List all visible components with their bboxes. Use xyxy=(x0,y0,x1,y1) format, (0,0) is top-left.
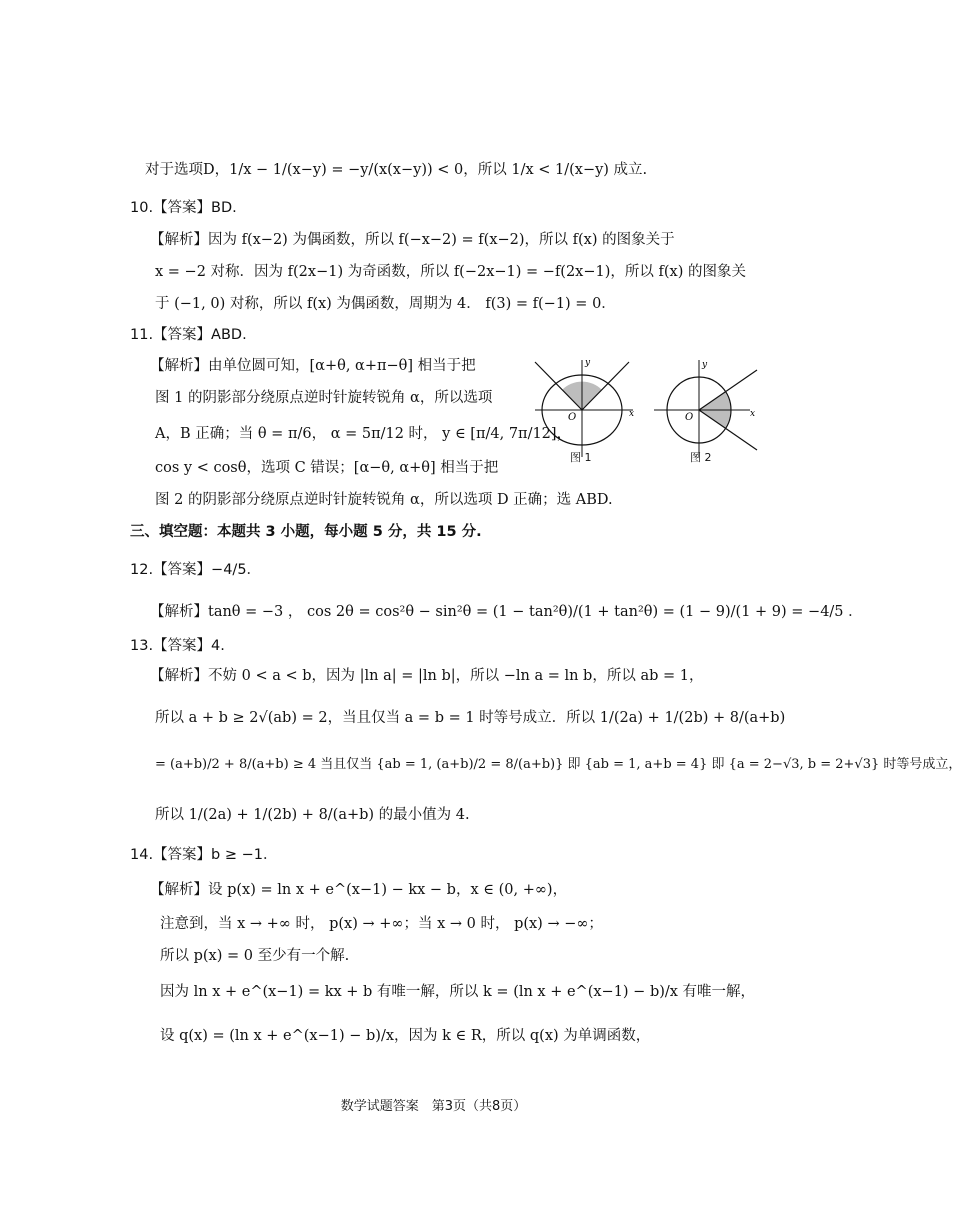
analysis-11-line5: 图 2 的阴影部分绕原点逆时针旋转锐角 α，所以选项 D 正确；选 ABD. xyxy=(155,492,613,508)
section-three-heading: 三、填空题：本题共 3 小题，每小题 5 分，共 15 分. xyxy=(130,524,482,540)
analysis-14-line2: 注意到，当 x → +∞ 时， p(x) → +∞；当 x → 0 时， p(x) → −∞； xyxy=(160,916,603,932)
analysis-11-line1: 【解析】由单位圆可知，[α+θ, α+π−θ] 相当于把 xyxy=(150,358,476,374)
analysis-14-line3: 所以 p(x) = 0 至少有一个解. xyxy=(160,948,350,964)
analysis-14-line5: 设 q(x) = (ln x + e^(x−1) − b)/x，因为 k ∈ R，所以 q(x) 为单调函数， xyxy=(160,1028,651,1044)
analysis-10-line2: x = −2 对称．因为 f(2x−1) 为奇函数，所以 f(−2x−1) = −f(2x−1)，所以 f(x) 的图象关 xyxy=(155,264,746,280)
figure-2-caption: 图 2 xyxy=(690,451,712,464)
figure-2-origin-label: O xyxy=(685,412,694,423)
figure-1-caption: 图 1 xyxy=(570,451,592,464)
figure-1-y-label: y xyxy=(585,358,591,368)
figure-1-x-label: x xyxy=(629,409,635,419)
analysis-10-line1: 【解析】因为 f(x−2) 为偶函数，所以 f(−x−2) = f(x−2)，所以 f(x) 的图象关于 xyxy=(150,232,675,248)
analysis-12: 【解析】tanθ = −3 ， cos 2θ = cos²θ − sin²θ = (1 − tan²θ)/(1 + tan²θ) = (1 − 9)/(1 + 9) = −4/5 ． xyxy=(150,604,863,620)
analysis-14-line4: 因为 ln x + e^(x−1) = kx + b 有唯一解，所以 k = (ln x + e^(x−1) − b)/x 有唯一解， xyxy=(160,984,756,1000)
analysis-14-line1: 【解析】设 p(x) = ln x + e^(x−1) − kx − b，x ∈ (0, +∞)， xyxy=(150,882,568,898)
answer-14: 14.【答案】b ≥ −1． xyxy=(130,847,278,863)
page-footer: 数学试题答案 第3页（共8页） xyxy=(340,1099,527,1114)
figure-2-y-label: y xyxy=(702,360,708,370)
analysis-13-line2: 所以 a + b ≥ 2√(ab) = 2，当且仅当 a = b = 1 时等号成立．所以 1/(2a) + 1/(2b) + 8/(a+b) xyxy=(155,710,786,726)
analysis-13-line1: 【解析】不妨 0 < a < b，因为 |ln a| = |ln b|，所以 −ln a = ln b，所以 ab = 1， xyxy=(150,668,704,684)
analysis-13-line4: 所以 1/(2a) + 1/(2b) + 8/(a+b) 的最小值为 4. xyxy=(155,807,470,823)
analysis-10-line3: 于 (−1, 0) 对称，所以 f(x) 为偶函数，周期为 4． f(3) = f(−1) = 0． xyxy=(155,296,616,312)
answer-11: 11.【答案】ABD. xyxy=(130,327,247,343)
text-line-option-d: 对于选项D，1/x − 1/(x−y) = −y/(x(x−y)) < 0，所以 1/x < 1/(x−y) 成立. xyxy=(145,162,648,178)
analysis-11-line3: A，B 正确；当 θ = π/6， α = 5π/12 时， y ∈ [π/4, 7π/12]， xyxy=(155,426,572,442)
analysis-11-line2: 图 1 的阴影部分绕原点逆时针旋转锐角 α，所以选项 xyxy=(155,390,493,406)
answer-12: 12.【答案】−4/5． xyxy=(130,562,262,578)
analysis-11-line4: cos y < cosθ，选项 C 错误；[α−θ, α+θ] 相当于把 xyxy=(155,460,499,476)
answer-13: 13.【答案】4. xyxy=(130,638,225,654)
figure-1-origin-label: O xyxy=(568,412,577,423)
figure-2-x-label: x xyxy=(750,409,756,419)
answer-10: 10.【答案】BD. xyxy=(130,200,237,216)
analysis-13-line3: = (a+b)/2 + 8/(a+b) ≥ 4 当且仅当 {ab = 1, (a+b)/2 = 8/(a+b)} 即 {ab = 1, a+b = 4} 即 {a = 2−√3, b = 2+√3} 时等号成立， xyxy=(155,757,961,772)
